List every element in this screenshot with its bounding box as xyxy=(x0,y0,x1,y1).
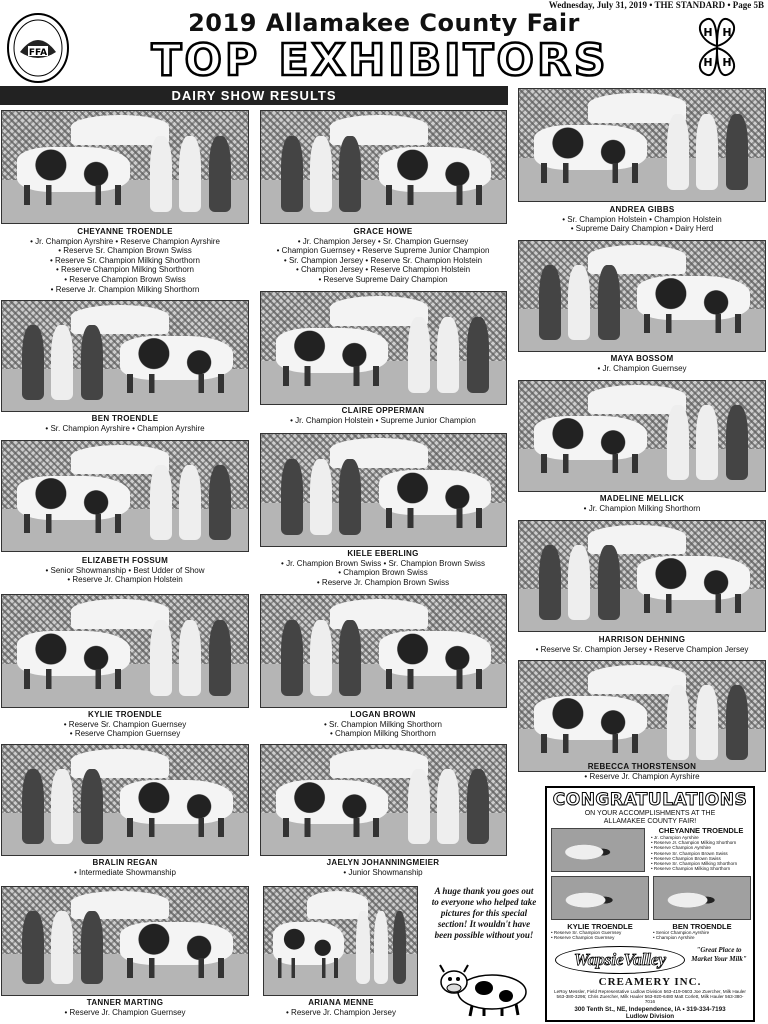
photo-elizabeth-fossum xyxy=(1,440,249,552)
photo-tanner-marting xyxy=(1,886,249,996)
photo-bralin-regan xyxy=(1,744,249,856)
caption-rebecca-thorstenson xyxy=(516,762,768,781)
exhibitor-name: MADELINE MELLICK xyxy=(599,494,685,503)
ad-contacts: LeRoy Messler, Field Representative Ludlow Division 563-419-0603 Joe Zuercher, Milk Hauler 563-380-3296; Chris Zuercher, Milk Hauler 563-920-6480 Matt Corlett, Milk Hauler 563-380-7016 xyxy=(554,989,746,1005)
ad-headline: CONGRATULATIONS xyxy=(552,790,748,810)
exhibitor-name: BEN TROENDLE xyxy=(91,414,159,423)
caption-madeline-mellick xyxy=(516,494,768,513)
exhibitor-name: TANNER MARTING xyxy=(86,998,164,1007)
svg-text:H: H xyxy=(722,56,732,69)
exhibitor-name: GRACE HOWE xyxy=(353,227,413,236)
cartoon-cow-icon xyxy=(436,960,532,1018)
photo-kylie-troendle xyxy=(1,594,249,708)
photo-cheyanne-troendle xyxy=(1,110,249,224)
exhibitor-name: KIELE EBERLING xyxy=(347,549,419,558)
award-line: • Jr. Champion Guernsey xyxy=(597,363,687,373)
award-line: • Jr. Champion Holstein • Supreme Junior Champion xyxy=(290,415,476,425)
exhibitor-name: ANDREA GIBBS xyxy=(609,205,675,214)
ad-award-line: • Senior Champion Ayrshire xyxy=(653,930,710,935)
ad-award-line: • Reserve Sr. Champion Guernsey xyxy=(551,930,622,935)
caption-andrea-gibbs xyxy=(516,205,768,234)
award-line: • Reserve Sr. Champion Milking Shorthorn xyxy=(50,255,200,265)
svg-text:H: H xyxy=(722,26,732,39)
exhibitor-name: CHEYANNE TROENDLE xyxy=(77,227,173,236)
award-line: • Reserve Jr. Champion Jersey xyxy=(286,1007,396,1017)
award-line: • Sr. Champion Jersey • Reserve Sr. Champion Holstein xyxy=(283,255,483,265)
award-line: • Champion Jersey • Reserve Champion Holstein xyxy=(295,265,471,275)
ad-subline1: ON YOUR ACCOMPLISHMENTS AT THE xyxy=(584,810,716,817)
caption-ariana-menne xyxy=(258,998,424,1017)
ad-winner2-name: KYLIE TROENDLE xyxy=(567,922,633,931)
ad-award-line: • Reserve Champion Milking Shorthorn xyxy=(651,866,731,872)
exhibitor-name: MAYA BOSSOM xyxy=(610,354,674,363)
award-line: • Reserve Supreme Dairy Champion xyxy=(318,274,448,284)
ad-photo-ben xyxy=(653,876,751,920)
photo-andrea-gibbs xyxy=(518,88,766,202)
photo-maya-bossom xyxy=(518,240,766,352)
award-line: • Reserve Jr. Champion Ayrshire xyxy=(584,771,700,781)
award-line: • Reserve Sr. Champion Guernsey xyxy=(63,719,187,729)
exhibitor-name: BRALIN REGAN xyxy=(92,858,158,867)
caption-cheyanne-troendle xyxy=(0,227,250,294)
exhibitor-name: ELIZABETH FOSSUM xyxy=(81,556,169,565)
caption-bralin-regan xyxy=(0,858,250,877)
dateline: Wednesday, July 31, 2019 • THE STANDARD • Page 5B xyxy=(548,0,764,10)
section-banner: DAIRY SHOW RESULTS xyxy=(0,86,508,105)
award-line: • Jr. Champion Milking Shorthorn xyxy=(583,503,701,513)
award-line: • Sr. Champion Holstein • Champion Holstein xyxy=(562,214,722,224)
award-line: • Jr. Champion Jersey • Sr. Champion Guernsey xyxy=(297,236,469,246)
page-title-line1: 2019 Allamakee County Fair xyxy=(188,9,580,37)
page-title-line2: TOP EXHIBITORS xyxy=(151,35,609,86)
award-line: • Reserve Sr. Champion Brown Swiss xyxy=(58,246,192,256)
exhibitor-name: KYLIE TROENDLE xyxy=(88,710,162,719)
award-line: • Champion Brown Swiss xyxy=(338,568,428,578)
thank-you-note: A huge thank you goes out to everyone who helped take pictures for this special section! It wouldn't have been possible without you! xyxy=(431,886,537,940)
award-line: • Reserve Jr. Champion Holstein xyxy=(67,575,183,585)
ad-company: CREAMERY INC. xyxy=(598,976,702,988)
caption-grace-howe xyxy=(258,227,508,285)
caption-elizabeth-fossum xyxy=(0,556,250,585)
ad-award-line: • Reserve Champion Ayrshire xyxy=(651,845,711,851)
award-line: • Reserve Jr. Champion Milking Shorthorn xyxy=(50,284,200,294)
ad-winner3-list xyxy=(653,930,751,940)
ad-subline2: ALLAMAKEE COUNTY FAIR! xyxy=(603,818,697,825)
caption-ben-troendle xyxy=(0,414,250,433)
svg-text:FFA: FFA xyxy=(28,48,48,58)
exhibitor-name: JAELYN JOHANNINGMEIER xyxy=(326,858,440,867)
caption-tanner-marting xyxy=(0,998,250,1017)
photo-kiele-eberling xyxy=(260,433,507,547)
svg-text:H: H xyxy=(703,56,713,69)
award-line: • Reserve Champion Brown Swiss xyxy=(64,274,186,284)
ad-division: Ludlow Division xyxy=(625,1013,675,1020)
caption-maya-bossom xyxy=(516,354,768,373)
ad-winner1-list xyxy=(651,835,751,871)
ad-slogan: "Great Place to Market Your Milk" xyxy=(691,946,747,963)
award-line: • Champion Milking Shorthorn xyxy=(330,729,436,739)
award-line: • Senior Showmanship • Best Udder of Show xyxy=(45,565,205,575)
ad-award-line: • Reserve Champion Guernsey xyxy=(551,935,615,941)
award-line: • Reserve Jr. Champion Guernsey xyxy=(64,1007,186,1017)
ad-award-line: • Champion Ayrshire xyxy=(653,935,695,941)
award-line: • Reserve Champion Guernsey xyxy=(69,729,181,739)
photo-jaelyn-johanningmeier xyxy=(260,744,507,856)
exhibitor-name: ARIANA MENNE xyxy=(308,998,374,1007)
award-line: • Supreme Dairy Champion • Dairy Herd xyxy=(570,224,714,234)
ad-award-line: • Reserve Jr. Champion Milking Shorthorn xyxy=(651,840,737,846)
award-line: • Reserve Sr. Champion Jersey • Reserve Champion Jersey xyxy=(535,644,749,654)
exhibitor-name: REBECCA THORSTENSON xyxy=(587,762,697,771)
caption-jaelyn-johanningmeier xyxy=(258,858,508,877)
ad-winner3-name: BEN TROENDLE xyxy=(672,922,732,931)
photo-ariana-menne xyxy=(263,886,418,996)
ad-award-line: • Jr. Champion Ayrshire xyxy=(651,835,699,840)
exhibitor-name: CLAIRE OPPERMAN xyxy=(341,406,425,415)
photo-rebecca-thorstenson xyxy=(518,660,766,772)
award-line: • Reserve Jr. Champion Brown Swiss xyxy=(316,577,450,587)
caption-kiele-eberling xyxy=(258,549,508,587)
award-line: • Champion Guernsey • Reserve Supreme Junior Champion xyxy=(276,246,490,256)
ad-photo-kylie xyxy=(551,876,649,920)
caption-kylie-troendle xyxy=(0,710,250,739)
award-line: • Reserve Champion Milking Shorthorn xyxy=(56,265,194,275)
ad-winner2-list xyxy=(551,930,649,940)
svg-text:H: H xyxy=(703,26,713,39)
ad-award-line: • Reserve Sr. Champion Brown Swiss xyxy=(651,850,728,856)
photo-logan-brown xyxy=(260,594,507,708)
ad-winner1-name: CHEYANNE TROENDLE xyxy=(658,826,744,835)
award-line: • Jr. Champion Ayrshire • Reserve Champion Ayrshire xyxy=(30,236,220,246)
photo-grace-howe xyxy=(260,110,507,224)
photo-ben-troendle xyxy=(1,300,249,412)
award-line: • Intermediate Showmanship xyxy=(74,867,176,877)
photo-madeline-mellick xyxy=(518,380,766,492)
award-line: • Jr. Champion Brown Swiss • Sr. Champion Brown Swiss xyxy=(281,558,485,568)
award-line: • Sr. Champion Milking Shorthorn xyxy=(324,719,442,729)
creamery-advertisement xyxy=(545,786,755,1022)
wapsie-valley-logo: WapsieValley xyxy=(555,946,685,974)
ad-address: 300 Tenth St., NE, Independence, IA • 319-334-7193 xyxy=(574,1006,726,1013)
award-line: • Sr. Champion Ayrshire • Champion Ayrshire xyxy=(45,423,205,433)
exhibitor-name: HARRISON DEHNING xyxy=(598,635,686,644)
ad-award-line: • Reserve Champion Brown Swiss xyxy=(651,855,721,861)
ad-award-line: • Reserve Sr. Champion Milking Shorthorn xyxy=(651,861,738,867)
caption-claire-opperman xyxy=(258,406,508,425)
caption-harrison-dehning xyxy=(516,635,768,654)
photo-claire-opperman xyxy=(260,291,507,405)
photo-harrison-dehning xyxy=(518,520,766,632)
caption-logan-brown xyxy=(258,710,508,739)
award-line: • Junior Showmanship xyxy=(343,867,423,877)
exhibitor-name: LOGAN BROWN xyxy=(350,710,416,719)
ad-photo-cheyanne xyxy=(551,828,645,872)
